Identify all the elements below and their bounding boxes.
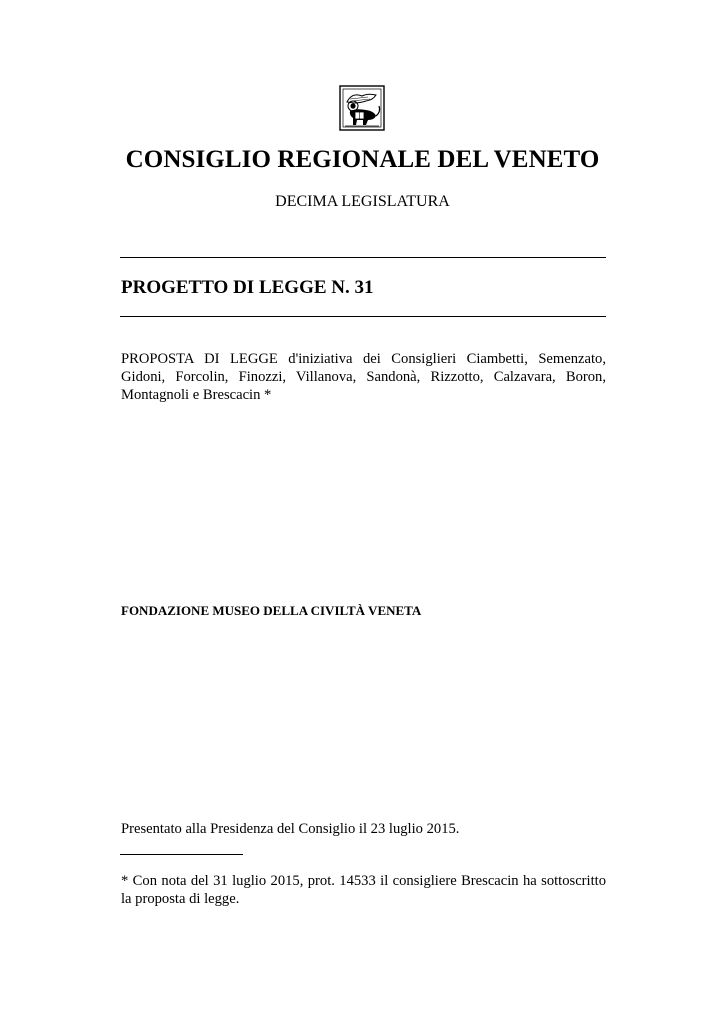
lion-of-saint-mark-emblem-icon [338,84,386,132]
legislature-label: DECIMA LEGISLATURA [275,193,450,210]
top-divider [120,257,606,258]
presentation-date-note: Presentato alla Presidenza del Consiglio il 23 luglio 2015. [121,821,460,837]
bill-subject: FONDAZIONE MUSEO DELLA CIVILTÀ VENETA [121,603,422,618]
footnote-divider [120,854,243,855]
council-title: CONSIGLIO REGIONALE DEL VENETO [125,146,600,173]
footnote-text: * Con nota del 31 luglio 2015, prot. 14533 il consigliere Brescacin ha sottoscritto la proposta di legge. [121,873,606,907]
bottom-divider [120,316,606,317]
bill-number-heading: PROGETTO DI LEGGE N. 31 [121,277,374,298]
proposal-paragraph: PROPOSTA DI LEGGE d'iniziativa dei Consiglieri Ciambetti, Semenzato, Gidoni, Forcolin, Finozzi, Villanova, Sandonà, Rizzotto, Calzavara, Boron, Montagnoli e Brescacin * [121,351,606,403]
